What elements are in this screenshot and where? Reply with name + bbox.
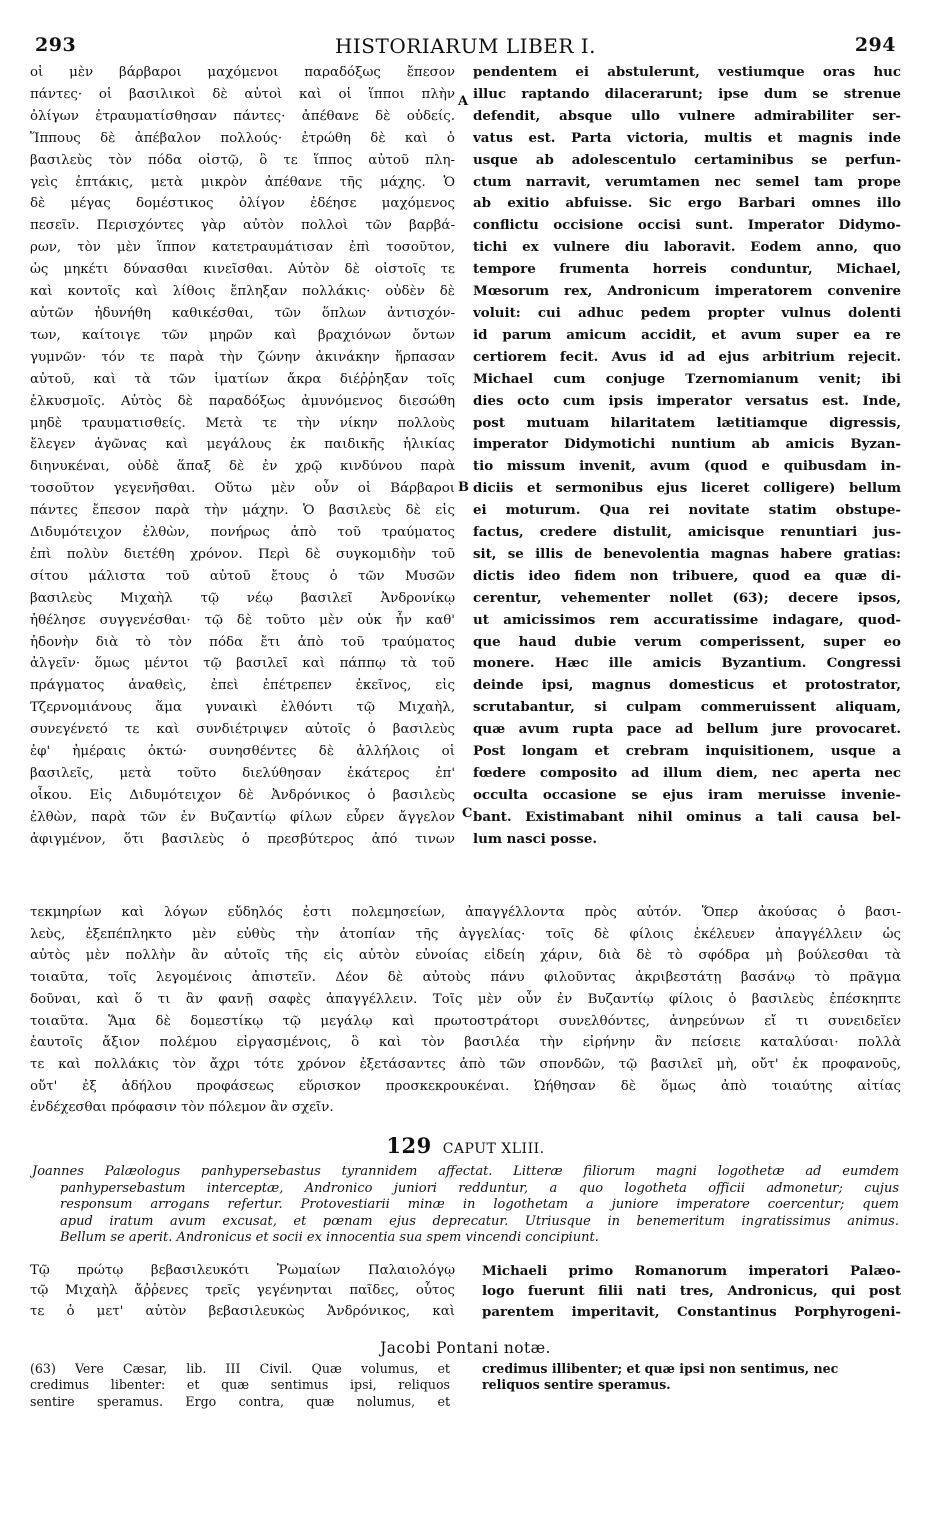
margin-mark-c: C <box>462 806 473 821</box>
latin-text-line: monere. Hæc ille amicis Byzantium. Congressi <box>473 655 901 672</box>
latin-text-line: Mœsorum rex, Andronicum imperatorem convenire <box>473 283 901 300</box>
latin-text-line: scrutabantur, si culpam commeruissent aliquam, <box>473 699 901 716</box>
greek-text-line: οἶκου. Εἰς Διδυμότειχον δὲ Ἀνδρόνικος ὁ βασιλεὺς <box>30 787 455 803</box>
greek-text-line: αὐτοῦ, καὶ τὰ τῶν ἱματίων ἄκρα διέῤῥηξαν τοῖς <box>30 371 455 387</box>
latin-text-line: que haud dubie verum comperissent, super eo <box>473 633 901 650</box>
greek-text-line: ρων, τὸν μὲν ἵππον κατετραυμάτισαν ἐπὶ τοσοῦτον, <box>30 240 455 256</box>
greek-text-column-bottom <box>30 1261 455 1323</box>
latin-text-line: dies octo cum ipsis imperator versatus est. Inde, <box>473 392 901 409</box>
chapter-heading <box>30 1133 901 1158</box>
parallel-text-columns <box>30 56 901 902</box>
greek-full-text-line: λεὺς, ἐξεπέπληκτο μὲν εὐθὺς τὴν ἀτοπίαν τῆς ἀγγελίας· τοῖς δὲ φίλοις ἐκέλευεν ἀπαγγέλλειν ὡς <box>30 926 901 942</box>
greek-full-text-line: ἐνδέχεσθαι πρόφασιν τὸν πόλεμον ἂν σχεῖν. <box>30 1100 334 1116</box>
chapter-summary <box>32 1164 899 1247</box>
latin-text-line: dictis ideo fidem non tribuere, quod ea quæ di- <box>473 567 901 584</box>
summary-text-line: panhypersebastum interceptæ, Andronico juniori redduntur, a quo logotheta officii admonetur; cujus <box>60 1180 899 1196</box>
greek-text-line: των, καίτοιγε τῶν μηρῶν καὶ βραχιόνων ὄντων <box>30 327 455 343</box>
footnote-left-text-line: (63) Vere Cæsar, lib. III Civil. Quæ volumus, et <box>30 1360 450 1376</box>
greek-text-line: Διδυμότειχον ἐλθὼν, πονήρως ἀπὸ τοῦ τραύματος <box>30 525 455 541</box>
latin-text-line: fœdere composito ad illum diem, nec aperta nec <box>473 765 901 781</box>
margin-mark-b: B <box>458 480 469 495</box>
latin-text-line: quæ avum rupta pace ad bellum jure provocaret. <box>473 721 901 738</box>
greek-text-line: συνεγένετό τε καὶ συνδιέτριψεν αὐτοῖς ὁ βασιλεὺς <box>30 722 455 738</box>
latin-text-line: occulta occasione se ejus iram meruisse invenie- <box>473 786 901 803</box>
latin-text-line: bant. Existimabant nihil ominus a tali causa bel- <box>473 808 901 825</box>
latin-text-line: cerentur, vehementer nollet (63); decere ipsos, <box>473 589 901 606</box>
latin-text-line: lum nasci posse. <box>473 830 598 847</box>
latin-text-line: tempore frumenta horreis conduntur, Michael, <box>473 261 901 278</box>
latin-bottom-text-line: logo fuerunt filii nati tres, Andronicus, qui post <box>482 1283 901 1300</box>
latin-text-line: deinde ipsi, magnus domesticus et protostrator, <box>473 677 901 694</box>
footnote-right-text-line: reliquos sentire speramus. <box>482 1377 671 1393</box>
greek-full-text-line: δοῦναι, καὶ ὅ τι ἂν φανῇ σαφὲς ἀπαγγέλλειν. Τοῖς μὲν οὖν ἐν Βυζαντίῳ φίλοις ὁ βασιλεὺς ἐπέσκηπτε <box>30 991 901 1007</box>
latin-text-line: illuc raptando dilacerarunt; ipse dum se strenue <box>473 85 901 102</box>
greek-text-line: ἐλθὼν, παρὰ τῶν ἐν Βυζαντίῳ φίλων εὗρεν ἄγγελον <box>30 809 455 825</box>
book-page <box>30 30 901 1431</box>
latin-text-line: ut amicissimos rem accuratissime indagare, quod- <box>473 611 901 628</box>
latin-text-line: conflictu occisione occisi sunt. Imperator Didymo- <box>473 217 901 234</box>
greek-text-line: πεσεῖν. Περισχόντες γὰρ αὐτὸν πολλοὶ τῶν βαρβά- <box>30 218 455 234</box>
summary-text-line: Joannes Palæologus panhypersebastus tyrannidem affectat. Litteræ filiorum magni logothetæ ad eumdem <box>32 1164 899 1180</box>
greek-text-line: αὐτῶν ἠδυνήθη καθικέσθαι, τῶν ὅπλων ἀντισχόν- <box>30 305 455 321</box>
greek-text-line: Τζερνομιάνους ἅμα γυναικὶ ἐλθόντι τῷ Μιχαὴλ, <box>30 700 455 716</box>
parallel-text-columns-bottom <box>30 1261 901 1337</box>
greek-full-text-line: τοιαῦτα, τοῖς λεγομένοις ἀπιστεῖν. Δέον δὲ αὐτοὺς πάνυ φιλοῦντας ἀκριβεστάτῃ βασάνῳ τὸ πρᾶγμα <box>30 970 901 986</box>
summary-text-line: Bellum se aperit. Andronicus et socii ex innocentia sua spem vincendi concipiunt. <box>60 1230 599 1246</box>
greek-full-width-text <box>30 902 901 1119</box>
greek-text-line: πράγματος ἀναθεὶς, ἐπεὶ ἐπέτρεπεν ἐκεῖνος, εἰς <box>30 678 455 694</box>
latin-text-line: imperator Didymotichi nuntium ab amicis Byzan- <box>473 436 901 453</box>
greek-text-line: τοσοῦτον γεγενῆσθαι. Οὕτω μὲν οὖν οἱ Βάρβαροι <box>30 481 455 497</box>
greek-full-text-line: τε καὶ πολλάκις τὸν ἄχρι τότε χρόνον ἐξετάσαντες ἀπὸ τῶν σπονδῶν, τῷ βασιλεῖ μὴ, οὔτ' ἐκ προφανοῦς, <box>30 1056 901 1072</box>
greek-text-line: διηνυκέναι, οὐδὲ ἅπαξ δὲ ἐν χρῷ κινδύνου παρὰ <box>30 459 455 475</box>
greek-text-line: μηδὲ τραυματισθείς. Μετὰ τε τὴν νίκην πολλοὺς <box>30 415 455 431</box>
greek-text-line: ὡς μηκέτι δύνασθαι κινεῖσθαι. Αὐτὸν δὲ οἰστοῖς τε <box>30 262 455 278</box>
footnotes <box>30 1361 901 1431</box>
footnote-left-column <box>30 1361 450 1411</box>
greek-full-text-line: ἑαυτοῖς ἄξιον πολέμου εἰργασμένοις, ὃ καὶ τὸν βασιλέα τὴν εἰρήνην ἂν πείσειε καταλύσαι· πολλὰ <box>30 1035 901 1051</box>
latin-text-line: defendit, absque ullo vulnere admirabiliter ser- <box>473 107 901 124</box>
footnote-right-column <box>482 1361 901 1395</box>
latin-text-line: usque ab adolescentulo certaminibus se perfun- <box>473 151 901 168</box>
greek-text-line: βασιλεῖς, μετὰ τοῦτο διελύθησαν ἑκάτερος ἐπ' <box>30 766 455 781</box>
footnote-left-text-line: sentire speramus. Ergo contra, quæ nolumus, et <box>30 1394 450 1410</box>
latin-text-line: Michael cum conjuge Tzernomianum venit; ibi <box>473 370 901 387</box>
footnote-right-text-line: credimus illibenter; et quæ ipsi non sentimus, nec <box>482 1360 839 1376</box>
latin-text-line: pendentem ei abstulerunt, vestiumque oras huc <box>473 64 901 80</box>
greek-text-line: γεὶς ἑπτάκις, μετὰ μικρὸν ἀπέθανε τῆς μάχης. Ὁ <box>30 174 455 190</box>
latin-bottom-text-line: parentem imperitavit, Constantinus Porphyrogeni- <box>482 1303 901 1320</box>
footnote-left-text-line: credimus libenter: et quæ sentimus ipsi, reliquos <box>30 1377 450 1393</box>
greek-text-line: γυμνῶν· τόν τε παρὰ τὴν ζώνην ἀκινάκην ἥρπασαν <box>30 349 455 365</box>
greek-text-line: βασιλεὺς τὸν πόδα οἰστῷ, ὃ τε ἵππος αὐτοῦ πλη- <box>30 152 455 168</box>
margin-mark-a: A <box>458 94 469 109</box>
greek-text-line: ἡδονὴν διὰ τὸ τὸν πόδα ἔτι ἀπὸ τοῦ τραύματος <box>30 634 455 650</box>
latin-text-line: sit, se illis de benevolentia magnas habere gratias: <box>473 545 901 562</box>
notes-heading: Jacobi Pontani notæ. <box>380 1338 551 1357</box>
greek-text-line: ἑλκυσμοῖς. Αὐτὸς δὲ παραδόξως ἀμυνόμενος διεσώθη <box>30 393 455 409</box>
greek-text-line: ἀφιγμένον, ὅτι βασιλεὺς ὁ πρεσβύτερος ἀπό τινων <box>30 831 455 847</box>
latin-bottom-text-line: Michaeli primo Romanorum imperatori Palæo- <box>482 1262 901 1279</box>
greek-text-line: πάντες· οἱ βασιλικοὶ δὲ αὐτοὶ καὶ οἱ ἵπποι πλὴν <box>30 86 455 102</box>
latin-text-line: certiorem fecit. Avus id ad ejus arbitrium rejecit. <box>473 348 901 365</box>
greek-text-line: καὶ κοντοῖς καὶ λίθοις ἔπληξαν πολλάκις· οὐδὲν δὲ <box>30 284 455 300</box>
greek-bottom-text-line: τε ὁ μετ' αὐτὸν βεβασιλευκὼς Ἀνδρόνικος, καὶ <box>30 1303 455 1319</box>
running-title: HISTORIARUM LIBER I. <box>334 34 597 58</box>
greek-text-line: οἱ μὲν βάρβαροι μαχόμενοι παραδόξως ἔπεσον <box>30 65 455 80</box>
summary-text-line: responsum arrogans refertur. Protovestiarii minæ in logothetam a juniore imperatore coercentur; quem <box>60 1197 899 1213</box>
latin-text-line: vatus est. Parta victoria, multis et magnis inde <box>473 129 901 146</box>
latin-text-line: voluit: cui adhuc pedem propter vulnus dolenti <box>473 304 901 321</box>
latin-text-column <box>473 62 901 851</box>
greek-text-line: πάντες ἔπεσον παρὰ τὴν μάχην. Ὁ βασιλεὺς δὲ εἰς <box>30 503 455 519</box>
greek-text-line: ἐφ' ἡμέραις ὀκτώ· συνησθέντες δὲ ἀλλήλοις οἱ <box>30 744 455 760</box>
chapter-title: CAPUT XLIII. <box>442 1141 545 1158</box>
greek-full-text-line: οὔτ' ἐξ ἀδήλου προφάσεως εὕρισκον προσκεκρουκέναι. Ὠήθησαν δὲ ὅμως ἀπὸ τοιαύτης αἰτίας <box>30 1078 901 1094</box>
greek-bottom-text-line: τῷ Μιχαὴλ ἄῤῥενες τρεῖς γεγένηνται παῖδες, οὗτος <box>30 1283 455 1299</box>
greek-text-line: ὀλίγων ἐτραυματίσθησαν πάντες· ἀπέθανε δὲ οὐδείς. <box>30 108 455 124</box>
latin-text-line: ei moturum. Qua rei novitate statim obstupe- <box>473 502 901 519</box>
latin-text-column-bottom <box>482 1261 901 1323</box>
greek-text-line: ἐπὶ πολὺν διετέθη χρόνον. Περὶ δὲ συγκομιδὴν τοῦ <box>30 546 455 562</box>
latin-text-line: ctum narravit, verumtamen nec semel tam prope <box>473 173 901 190</box>
running-header <box>30 30 901 56</box>
chapter-number: 129 <box>386 1133 432 1159</box>
greek-text-line: ἔλεγεν ἀγῶνας καὶ μεγάλους ἐκ παιδικῆς ἡλικίας <box>30 437 455 453</box>
greek-full-text-line: τοιαῦτα. Ἅμα δὲ δομεστίκῳ τῷ μεγάλῳ καὶ πρωτοστράτορι συνελθόντες, ἀνηρεύνων εἴ τι συνειδεῖεν <box>30 1013 901 1029</box>
greek-text-line: σίτου μάλιστα τοῦ αὐτοῦ ἔτους ὁ τῶν Μυσῶν <box>30 568 455 584</box>
greek-text-line: δὲ μέγας δομέστικος ὀλίγον ἐδέησε μαχόμενος <box>30 196 455 212</box>
greek-full-text-line: τεκμηρίων καὶ λόγων εὔδηλός ἐστι πολεμησείων, ἀπαγγέλλοντα πρὸς αὐτόν. Ὅπερ ἀκούσας ὁ βασι- <box>30 905 901 920</box>
right-page-number: 294 <box>854 34 896 56</box>
latin-text-line: post mutuam hilaritatem lætitiamque digressis, <box>473 414 901 431</box>
greek-text-column <box>30 62 455 851</box>
greek-bottom-text-line: Τῷ πρώτῳ βεβασιλευκότι Ῥωμαίων Παλαιολόγῳ <box>30 1262 455 1278</box>
summary-text-line: apud iratum avum excusat, et pœnam ejus deprecatur. Utriusque in benemeritum ingratissimus animus. <box>60 1213 899 1229</box>
left-page-number: 293 <box>35 34 77 56</box>
greek-full-text-line: αὐτὸς μὲν πολλὴν ἂν αὐτοῖς τῆς εἰς αὐτὸν εὐνοίας εἰδείη χάριν, διὰ δὲ τὸ σφόδρα μὴ βούλεσθαι τὰ <box>30 948 901 964</box>
latin-text-line: factus, credere distulit, amicisque renuntiari jus- <box>473 524 901 541</box>
latin-text-line: Post longam et crebram inquisitionem, usque a <box>473 743 901 760</box>
latin-text-line: id parum amicum accidit, et avum super ea re <box>473 326 901 343</box>
greek-text-line: Ἵππους δὲ ἀπέβαλον πολλούς· ἐτρώθη δὲ καὶ ὁ <box>30 130 455 146</box>
latin-text-line: diciis et sermonibus ejus liceret colligere) bellum <box>473 480 901 497</box>
greek-text-line: ἀλγεῖν· ὅμως μέντοι τῷ βασιλεῖ καὶ πάππῳ τὰ τοῦ <box>30 656 455 672</box>
greek-text-line: βασιλεὺς Μιχαὴλ τῷ νέῳ βασιλεῖ Ἀνδρονίκῳ <box>30 590 455 606</box>
latin-text-line: tichi ex vulnere diu laboravit. Eodem anno, quo <box>473 239 901 256</box>
greek-text-line: ἠθέλησε συγγενέσθαι· τῷ δὲ τοῦτο μὲν οὐκ ἦν καθ' <box>30 612 455 628</box>
latin-text-line: tio missum invenit, avum (quod e quibusdam in- <box>473 458 901 475</box>
latin-text-line: ab exitio abfuisse. Sic ergo Barbari omnes illo <box>473 195 901 212</box>
